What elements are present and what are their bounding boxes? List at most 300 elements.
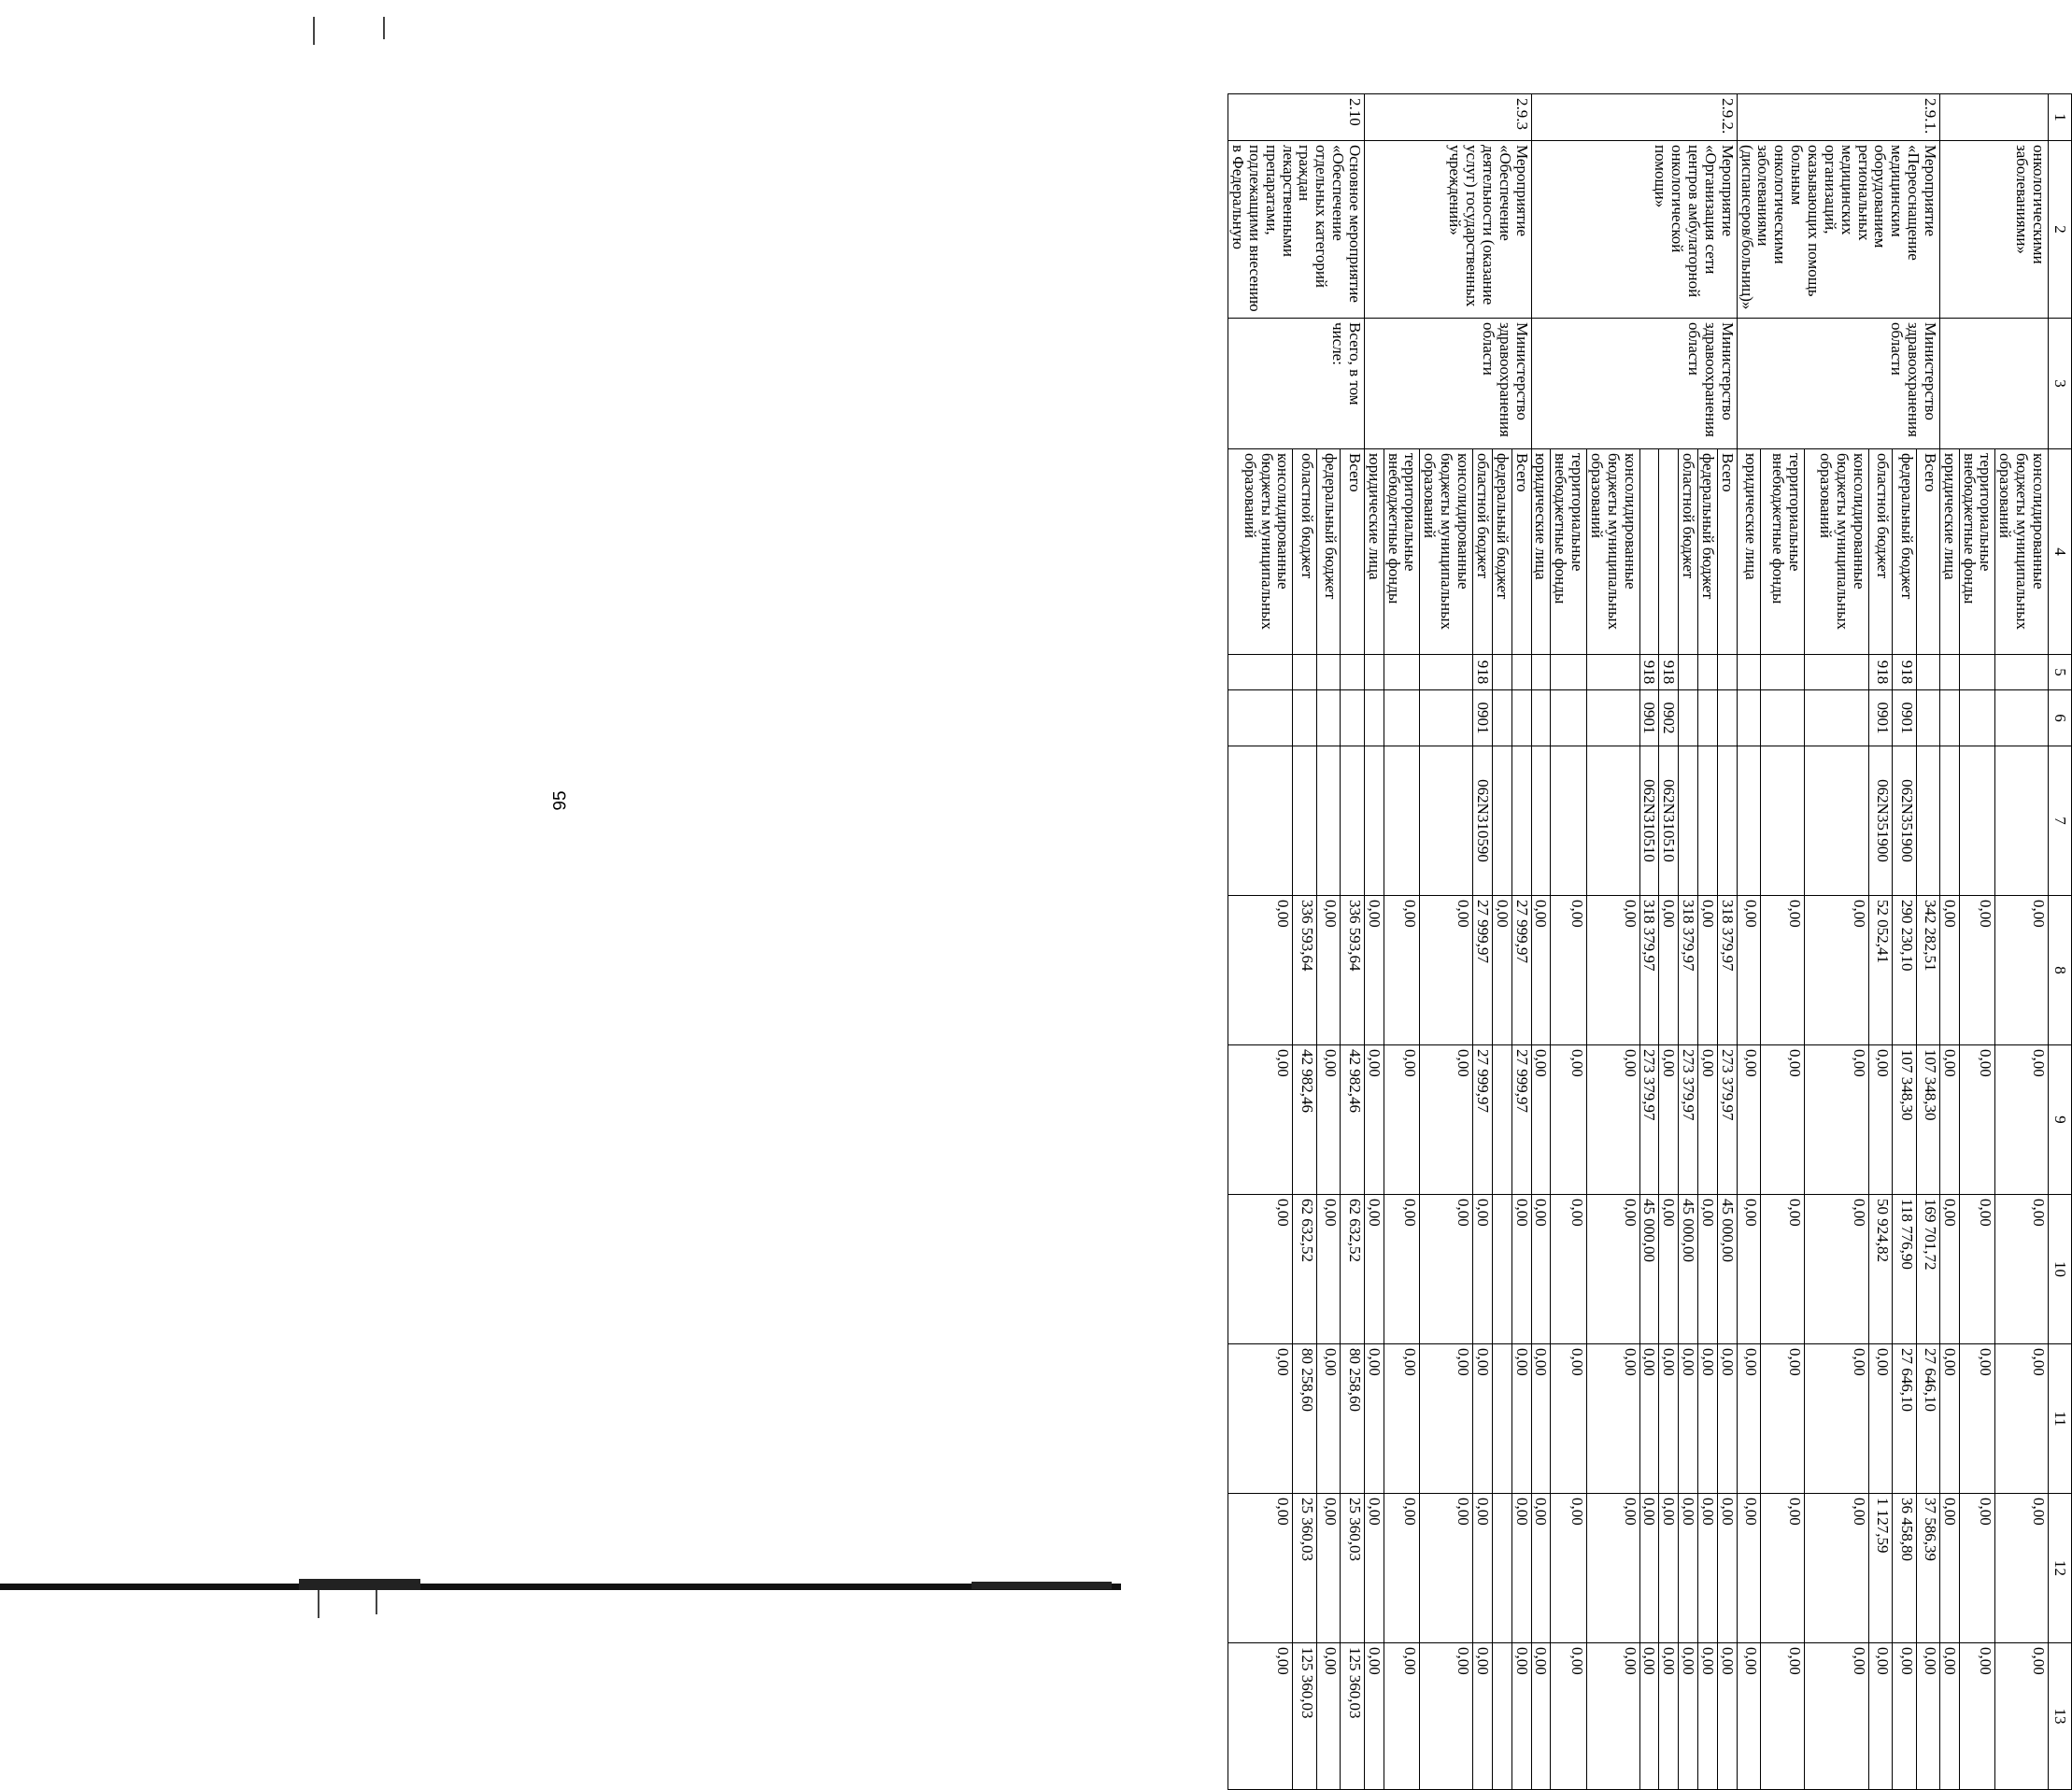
scan-artifact	[299, 1579, 420, 1590]
amount-cell: 125 360,03	[1293, 1643, 1317, 1790]
table-row	[1717, 94, 1737, 1790]
amount-cell: 0,00	[1868, 1344, 1892, 1494]
section-code	[1805, 690, 1869, 746]
amount-cell: 0,00	[1639, 1494, 1659, 1643]
column-header: 3	[2049, 319, 2072, 449]
amount-cell: 27 646,10	[1916, 1344, 1939, 1494]
amount-cell: 0,00	[1737, 1045, 1760, 1195]
amount-cell: 0,00	[1679, 1643, 1698, 1790]
grbs-code: 918	[1659, 655, 1679, 690]
section-code	[1341, 690, 1365, 746]
funding-source: областной бюджет	[1473, 449, 1493, 655]
amount-cell: 52 052,41	[1868, 896, 1892, 1045]
scan-mark	[313, 17, 315, 45]
grbs-code	[1293, 655, 1317, 690]
responsible-executor: Министерство здравоохранения области	[1531, 319, 1737, 449]
section-code: 0901	[1893, 690, 1916, 746]
table-row	[1341, 94, 1365, 1790]
amount-cell: 0,00	[1511, 1643, 1531, 1790]
amount-cell: 27 999,97	[1473, 896, 1493, 1045]
amount-cell: 0,00	[1420, 1045, 1473, 1195]
amount-cell: 0,00	[1420, 1344, 1473, 1494]
grbs-code	[1995, 655, 2049, 690]
amount-cell: 0,00	[1959, 896, 1995, 1045]
amount-cell: 0,00	[1384, 1195, 1420, 1344]
section-code: 0901	[1473, 690, 1493, 746]
funding-source: юридические лица	[1737, 449, 1760, 655]
amount-cell: 0,00	[1805, 896, 1869, 1045]
table-row	[1916, 94, 1939, 1790]
section-code	[1531, 690, 1551, 746]
funding-source: областной бюджет	[1868, 449, 1892, 655]
scan-mark	[318, 1590, 319, 1618]
section-code	[1551, 690, 1587, 746]
amount-cell: 0,00	[1679, 1494, 1698, 1643]
section-code	[1717, 690, 1737, 746]
target-article-code	[1384, 746, 1420, 896]
amount-cell: 0,00	[1551, 1045, 1587, 1195]
column-header: 8	[2049, 896, 2072, 1045]
grbs-code	[1420, 655, 1473, 690]
amount-cell: 0,00	[1473, 1195, 1493, 1344]
amount-cell: 0,00	[1659, 896, 1679, 1045]
amount-cell: 0,00	[1228, 1344, 1293, 1494]
amount-cell: 45 000,00	[1679, 1195, 1698, 1344]
funding-source: Всего	[1717, 449, 1737, 655]
grbs-code: 918	[1473, 655, 1493, 690]
target-article-code: 062N310510	[1639, 746, 1659, 896]
amount-cell: 0,00	[1551, 1344, 1587, 1494]
amount-cell: 0,00	[1717, 1643, 1737, 1790]
funding-source: федеральный бюджет	[1316, 449, 1341, 655]
grbs-code	[1551, 655, 1587, 690]
target-article-code	[1341, 746, 1365, 896]
target-article-code	[1761, 746, 1805, 896]
amount-cell: 273 379,97	[1639, 1045, 1659, 1195]
amount-cell: 0,00	[1511, 1344, 1531, 1494]
amount-cell: 0,00	[1737, 1344, 1760, 1494]
amount-cell: 0,00	[1492, 896, 1511, 1045]
responsible-executor: Министерство здравоохранения области	[1364, 319, 1531, 449]
target-article-code	[1717, 746, 1737, 896]
amount-cell: 0,00	[1805, 1195, 1869, 1344]
amount-cell: 0,00	[1316, 896, 1341, 1045]
section-code: 0902	[1659, 690, 1679, 746]
amount-cell: 273 379,97	[1679, 1045, 1698, 1195]
amount-cell: 80 258,60	[1341, 1344, 1365, 1494]
amount-cell: 0,00	[1551, 1643, 1587, 1790]
amount-cell: 0,00	[1420, 1195, 1473, 1344]
amount-cell: 0,00	[1939, 1344, 1959, 1494]
amount-cell: 0,00	[1228, 1045, 1293, 1195]
amount-cell: 0,00	[1698, 1195, 1718, 1344]
funding-source: консолидированные бюджеты муниципальных образований	[1805, 449, 1869, 655]
target-article-code	[1492, 746, 1511, 896]
amount-cell: 0,00	[1228, 1195, 1293, 1344]
item-number: 2.9.2.	[1531, 94, 1737, 141]
amount-cell: 318 379,97	[1717, 896, 1737, 1045]
amount-cell: 0,00	[1587, 1643, 1640, 1790]
amount-cell: 0,00	[1420, 896, 1473, 1045]
amount-cell: 0,00	[1551, 1195, 1587, 1344]
section-code	[1679, 690, 1698, 746]
section-code	[1698, 690, 1718, 746]
amount-cell: 0,00	[1587, 1344, 1640, 1494]
amount-cell: 62 632,52	[1293, 1195, 1317, 1344]
scan-mark	[383, 17, 385, 39]
amount-cell: 0,00	[1587, 1195, 1640, 1344]
grbs-code: 918	[1639, 655, 1659, 690]
amount-cell: 0,00	[1511, 1494, 1531, 1643]
column-header: 2	[2049, 141, 2072, 319]
amount-cell: 42 982,46	[1293, 1045, 1317, 1195]
target-article-code	[1228, 746, 1293, 896]
amount-cell: 0,00	[1995, 896, 2049, 1045]
amount-cell: 0,00	[1384, 896, 1420, 1045]
amount-cell: 0,00	[1659, 1045, 1679, 1195]
grbs-code	[1341, 655, 1365, 690]
amount-cell: 0,00	[1761, 1045, 1805, 1195]
funding-source: федеральный бюджет	[1492, 449, 1511, 655]
column-header: 10	[2049, 1195, 2072, 1344]
amount-cell: 0,00	[1587, 896, 1640, 1045]
amount-cell: 62 632,52	[1341, 1195, 1365, 1344]
amount-cell: 0,00	[1737, 1643, 1760, 1790]
grbs-code	[1737, 655, 1760, 690]
amount-cell: 0,00	[1364, 1494, 1384, 1643]
target-article-code	[1420, 746, 1473, 896]
section-code: 0901	[1868, 690, 1892, 746]
amount-cell: 0,00	[1316, 1045, 1341, 1195]
column-header: 1	[2049, 94, 2072, 141]
amount-cell: 0,00	[1639, 1344, 1659, 1494]
target-article-code	[1531, 746, 1551, 896]
amount-cell: 0,00	[1587, 1045, 1640, 1195]
grbs-code	[1805, 655, 1869, 690]
amount-cell: 0,00	[1587, 1494, 1640, 1643]
amount-cell: 0,00	[1531, 1195, 1551, 1344]
responsible-executor	[1939, 319, 2048, 449]
grbs-code	[1679, 655, 1698, 690]
amount-cell: 50 924,82	[1868, 1195, 1892, 1344]
amount-cell: 0,00	[1737, 1494, 1760, 1643]
amount-cell: 107 348,30	[1893, 1045, 1916, 1195]
amount-cell: 0,00	[1868, 1643, 1892, 1790]
amount-cell: 0,00	[1761, 1344, 1805, 1494]
grbs-code	[1492, 655, 1511, 690]
scan-edge-bar	[0, 1584, 1121, 1590]
target-article-code: 062N351900	[1868, 746, 1892, 896]
target-article-code: 062N310510	[1659, 746, 1679, 896]
grbs-code	[1939, 655, 1959, 690]
amount-cell: 0,00	[1737, 1195, 1760, 1344]
section-code	[1492, 690, 1511, 746]
rotated-table-frame	[1021, 93, 2072, 1789]
amount-cell: 0,00	[1531, 1643, 1551, 1790]
grbs-code	[1717, 655, 1737, 690]
amount-cell: 0,00	[1384, 1344, 1420, 1494]
section-code	[1293, 690, 1317, 746]
funding-source: юридические лица	[1364, 449, 1384, 655]
amount-cell: 0,00	[1364, 896, 1384, 1045]
amount-cell: 0,00	[1420, 1494, 1473, 1643]
amount-cell: 0,00	[1228, 896, 1293, 1045]
amount-cell: 273 379,97	[1717, 1045, 1737, 1195]
item-number: 2.10	[1228, 94, 1365, 141]
amount-cell: 0,00	[1995, 1195, 2049, 1344]
grbs-code	[1228, 655, 1293, 690]
target-article-code	[1316, 746, 1341, 896]
target-article-code	[1511, 746, 1531, 896]
target-article-code: 062N351900	[1893, 746, 1916, 896]
amount-cell: 0,00	[1228, 1643, 1293, 1790]
grbs-code	[1384, 655, 1420, 690]
section-code	[1384, 690, 1420, 746]
funding-source: территориальные внебюджетные фонды	[1959, 449, 1995, 655]
amount-cell: 0,00	[1805, 1045, 1869, 1195]
funding-source: консолидированные бюджеты муниципальных образований	[1228, 449, 1293, 655]
amount-cell: 118 776,90	[1893, 1195, 1916, 1344]
amount-cell: 0,00	[1364, 1643, 1384, 1790]
funding-source: территориальные внебюджетные фонды	[1551, 449, 1587, 655]
amount-cell: 0,00	[1698, 1344, 1718, 1494]
amount-cell: 45 000,00	[1639, 1195, 1659, 1344]
funding-source: федеральный бюджет	[1893, 449, 1916, 655]
amount-cell	[1492, 1344, 1511, 1494]
amount-cell: 0,00	[1531, 1494, 1551, 1643]
amount-cell: 0,00	[1916, 1643, 1939, 1790]
funding-source: областной бюджет	[1679, 449, 1698, 655]
grbs-code	[1364, 655, 1384, 690]
amount-cell	[1492, 1494, 1511, 1643]
amount-cell: 169 701,72	[1916, 1195, 1939, 1344]
item-title: Основное мероприятие «Обеспечение отдельных категорий граждан лекарственными препаратами, подлежащими внесению в Федеральную	[1228, 141, 1365, 319]
column-header: 7	[2049, 746, 2072, 896]
amount-cell: 27 999,97	[1511, 896, 1531, 1045]
amount-cell: 0,00	[1939, 1045, 1959, 1195]
target-article-code	[1364, 746, 1384, 896]
grbs-code	[1761, 655, 1805, 690]
amount-cell: 0,00	[1805, 1344, 1869, 1494]
funding-source: Всего	[1916, 449, 1939, 655]
responsible-executor: Министерство здравоохранения области	[1737, 319, 1939, 449]
target-article-code	[1959, 746, 1995, 896]
amount-cell: 0,00	[1364, 1195, 1384, 1344]
responsible-executor: Всего, в том числе:	[1228, 319, 1365, 449]
table-row	[1511, 94, 1531, 1790]
amount-cell: 0,00	[1473, 1643, 1493, 1790]
amount-cell: 80 258,60	[1293, 1344, 1317, 1494]
amount-cell: 0,00	[1717, 1344, 1737, 1494]
section-code	[1228, 690, 1293, 746]
section-code	[1916, 690, 1939, 746]
target-article-code: 062N310590	[1473, 746, 1493, 896]
amount-cell: 0,00	[1939, 1494, 1959, 1643]
amount-cell: 0,00	[1761, 896, 1805, 1045]
target-article-code	[1293, 746, 1317, 896]
funding-source: консолидированные бюджеты муниципальных образований	[1995, 449, 2049, 655]
amount-cell: 45 000,00	[1717, 1195, 1737, 1344]
amount-cell: 0,00	[1959, 1195, 1995, 1344]
column-header: 11	[2049, 1344, 2072, 1494]
item-title: онкологическими заболеваниями»	[1939, 141, 2048, 319]
amount-cell: 0,00	[1420, 1643, 1473, 1790]
scan-mark	[376, 1590, 377, 1614]
amount-cell: 42 982,46	[1341, 1045, 1365, 1195]
amount-cell: 0,00	[1551, 1494, 1587, 1643]
section-code	[1959, 690, 1995, 746]
amount-cell: 318 379,97	[1679, 896, 1698, 1045]
section-code	[1737, 690, 1760, 746]
amount-cell: 0,00	[1805, 1643, 1869, 1790]
section-code	[1939, 690, 1959, 746]
amount-cell: 0,00	[1698, 896, 1718, 1045]
amount-cell: 0,00	[1995, 1494, 2049, 1643]
grbs-code: 918	[1893, 655, 1916, 690]
amount-cell: 0,00	[1698, 1045, 1718, 1195]
funding-source: Всего	[1511, 449, 1531, 655]
item-number	[1939, 94, 2048, 141]
funding-source: консолидированные бюджеты муниципальных образований	[1420, 449, 1473, 655]
funding-source	[1639, 449, 1659, 655]
grbs-code	[1587, 655, 1640, 690]
amount-cell: 0,00	[1893, 1643, 1916, 1790]
amount-cell: 0,00	[1531, 896, 1551, 1045]
amount-cell: 0,00	[1531, 1045, 1551, 1195]
funding-source: территориальные внебюджетные фонды	[1761, 449, 1805, 655]
header-row	[2049, 94, 2072, 1790]
amount-cell: 0,00	[1959, 1045, 1995, 1195]
amount-cell: 125 360,03	[1341, 1643, 1365, 1790]
amount-cell: 0,00	[1228, 1494, 1293, 1643]
funding-source: территориальные внебюджетные фонды	[1384, 449, 1420, 655]
amount-cell: 36 458,80	[1893, 1494, 1916, 1643]
amount-cell	[1492, 1643, 1511, 1790]
amount-cell: 107 348,30	[1916, 1045, 1939, 1195]
grbs-code	[1511, 655, 1531, 690]
grbs-code	[1916, 655, 1939, 690]
funding-source: юридические лица	[1531, 449, 1551, 655]
item-title: Мероприятие «Переоснащение медицинским оборудованием региональных медицинских организаций, оказывающих помощь больным онкологическими заболеваниями (диспансеров/больниц)»	[1737, 141, 1939, 319]
amount-cell: 0,00	[1659, 1344, 1679, 1494]
amount-cell: 0,00	[1959, 1344, 1995, 1494]
item-title: Мероприятие «Обеспечение деятельности (оказание услуг) государственных учреждений»	[1364, 141, 1531, 319]
amount-cell: 0,00	[1939, 1195, 1959, 1344]
amount-cell: 0,00	[1737, 896, 1760, 1045]
amount-cell: 0,00	[1473, 1344, 1493, 1494]
grbs-code	[1531, 655, 1551, 690]
amount-cell	[1492, 1045, 1511, 1195]
amount-cell	[1492, 1195, 1511, 1344]
amount-cell: 0,00	[1473, 1494, 1493, 1643]
section-code	[1420, 690, 1473, 746]
amount-cell: 0,00	[1761, 1195, 1805, 1344]
amount-cell: 0,00	[1384, 1045, 1420, 1195]
amount-cell: 0,00	[1995, 1344, 2049, 1494]
target-article-code	[1551, 746, 1587, 896]
amount-cell: 25 360,03	[1341, 1494, 1365, 1643]
amount-cell: 0,00	[1959, 1643, 1995, 1790]
amount-cell: 0,00	[1868, 1045, 1892, 1195]
funding-source: Всего	[1341, 449, 1365, 655]
page-number: 95	[550, 790, 571, 811]
amount-cell: 0,00	[1639, 1643, 1659, 1790]
amount-cell: 0,00	[1316, 1643, 1341, 1790]
amount-cell: 0,00	[1761, 1643, 1805, 1790]
section-code	[1364, 690, 1384, 746]
amount-cell: 290 230,10	[1893, 896, 1916, 1045]
column-header: 6	[2049, 690, 2072, 746]
amount-cell: 0,00	[1939, 1643, 1959, 1790]
amount-cell: 25 360,03	[1293, 1494, 1317, 1643]
funding-source: федеральный бюджет	[1698, 449, 1718, 655]
amount-cell: 0,00	[1717, 1494, 1737, 1643]
amount-cell: 27 999,97	[1473, 1045, 1493, 1195]
target-article-code	[1737, 746, 1760, 896]
amount-cell: 0,00	[1659, 1494, 1679, 1643]
amount-cell: 0,00	[1698, 1494, 1718, 1643]
item-title: Мероприятие «Организация сети центров амбулаторной онкологической помощи»	[1531, 141, 1737, 319]
target-article-code	[1587, 746, 1640, 896]
grbs-code: 918	[1868, 655, 1892, 690]
amount-cell: 342 282,51	[1916, 896, 1939, 1045]
amount-cell: 0,00	[1316, 1344, 1341, 1494]
amount-cell: 0,00	[1551, 896, 1587, 1045]
section-code	[1995, 690, 2049, 746]
grbs-code	[1959, 655, 1995, 690]
amount-cell: 336 593,64	[1341, 896, 1365, 1045]
amount-cell: 0,00	[1316, 1494, 1341, 1643]
amount-cell: 336 593,64	[1293, 896, 1317, 1045]
amount-cell: 0,00	[1384, 1494, 1420, 1643]
column-header: 4	[2049, 449, 2072, 655]
budget-table	[1228, 93, 2072, 1790]
amount-cell: 0,00	[1995, 1045, 2049, 1195]
amount-cell: 0,00	[1659, 1195, 1679, 1344]
column-header: 13	[2049, 1643, 2072, 1790]
funding-source: консолидированные бюджеты муниципальных образований	[1587, 449, 1640, 655]
funding-source	[1659, 449, 1679, 655]
section-code	[1316, 690, 1341, 746]
amount-cell: 0,00	[1805, 1494, 1869, 1643]
section-code	[1511, 690, 1531, 746]
target-article-code	[1939, 746, 1959, 896]
amount-cell: 0,00	[1531, 1344, 1551, 1494]
amount-cell: 0,00	[1959, 1494, 1995, 1643]
column-header: 9	[2049, 1045, 2072, 1195]
amount-cell: 0,00	[1364, 1344, 1384, 1494]
item-number: 2.9.3	[1364, 94, 1531, 141]
amount-cell: 1 127,59	[1868, 1494, 1892, 1643]
amount-cell: 0,00	[1698, 1643, 1718, 1790]
amount-cell: 27 646,10	[1893, 1344, 1916, 1494]
target-article-code	[1698, 746, 1718, 896]
section-code	[1587, 690, 1640, 746]
amount-cell: 0,00	[1679, 1344, 1698, 1494]
section-code	[1761, 690, 1805, 746]
funding-source: юридические лица	[1939, 449, 1959, 655]
target-article-code	[1679, 746, 1698, 896]
scan-artifact	[972, 1582, 1112, 1589]
amount-cell: 0,00	[1364, 1045, 1384, 1195]
target-article-code	[1916, 746, 1939, 896]
column-header: 12	[2049, 1494, 2072, 1643]
amount-cell: 27 999,97	[1511, 1045, 1531, 1195]
column-header: 5	[2049, 655, 2072, 690]
amount-cell: 0,00	[1659, 1643, 1679, 1790]
amount-cell: 0,00	[1384, 1643, 1420, 1790]
item-number: 2.9.1.	[1737, 94, 1939, 141]
